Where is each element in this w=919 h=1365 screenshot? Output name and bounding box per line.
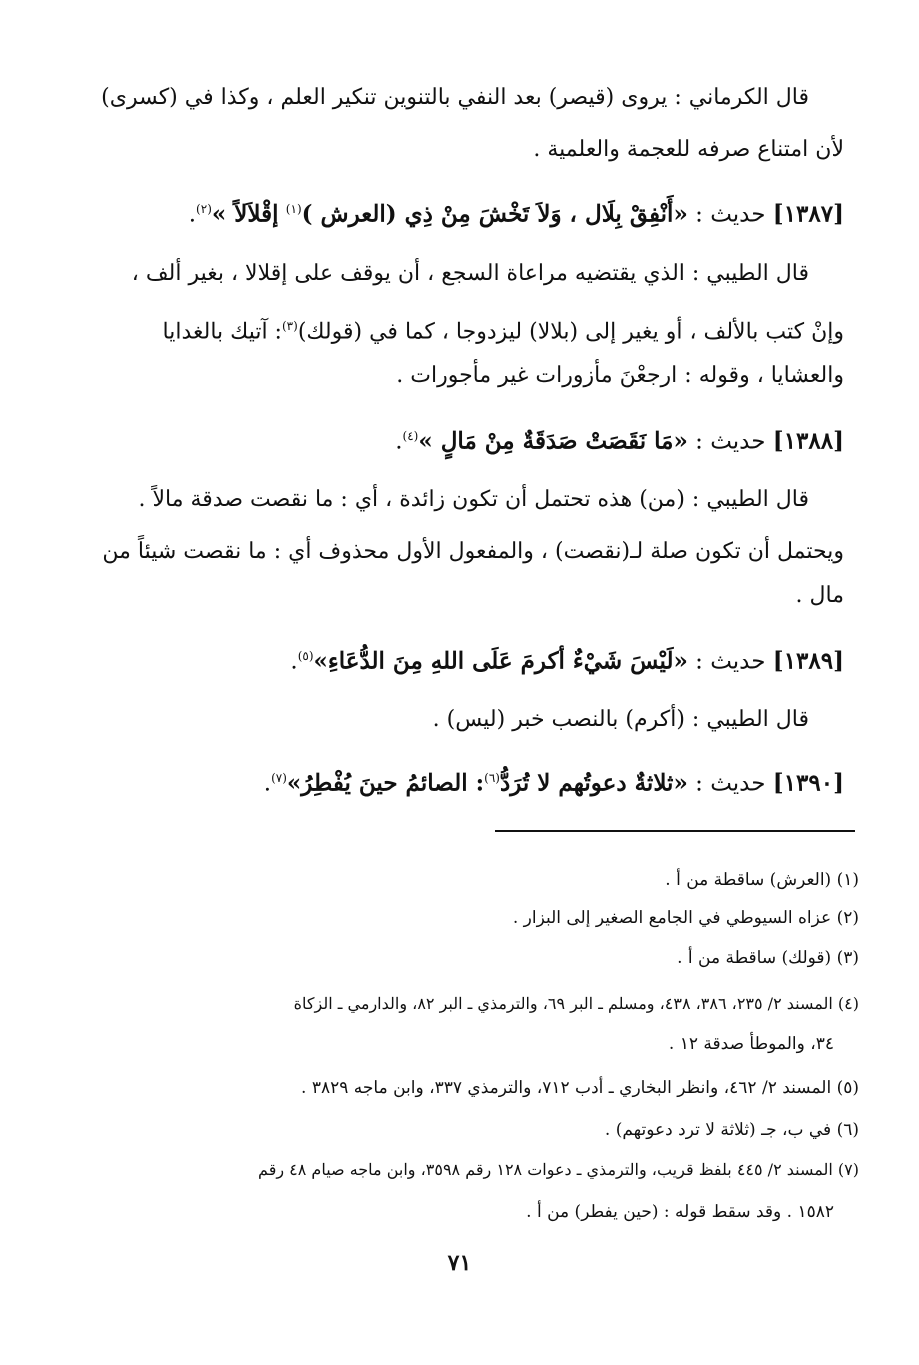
footnote-ref: (٧) bbox=[271, 771, 287, 785]
hadith-number: [١٣٩٠] bbox=[772, 769, 844, 797]
text-segment: وإنْ كتب بالألف ، أو يغير إلى (بلالا) ليزدوجا ، كما في (قولك) bbox=[297, 319, 844, 345]
hadith-label: حديث : bbox=[695, 648, 766, 675]
hadith-text: : الصائمُ حينَ يُفْطِرُ» bbox=[286, 769, 485, 797]
footnote-ref: (٥) bbox=[297, 649, 314, 663]
footnote-1: (١) (العرش) ساقطة من أ . bbox=[665, 870, 859, 890]
hadith-text: إقْلاَلاً » bbox=[211, 200, 279, 228]
footnote-ref: (٢) bbox=[196, 202, 212, 216]
page-number: ٧١ bbox=[447, 1250, 472, 1276]
footnote-6: (٦) في ب، جـ (ثلاثة لا ترد دعوتهم) . bbox=[604, 1120, 859, 1140]
footnote-5: (٥) المسند ٢/ ٤٦٢، وانظر البخاري ـ أدب ٧١٢، والترمذي ٣٣٧، وابن ماجه ٣٨٢٩ . bbox=[301, 1078, 859, 1098]
footnote-7-line-2: ١٥٨٢ . وقد سقط قوله : (حين يفطر) من أ . bbox=[526, 1202, 834, 1222]
hadith-label: حديث : bbox=[695, 770, 766, 797]
text-segment: : آتيك بالغدايا bbox=[162, 319, 282, 345]
footnote-7-line-1: (٧) المسند ٢/ ٤٤٥ بلفظ قريب، والترمذي ـ دعوات ١٢٨ رقم ٣٥٩٨، وابن ماجه صيام ٤٨ رقم bbox=[258, 1160, 859, 1179]
punctuation: . bbox=[395, 428, 403, 455]
punctuation: . bbox=[188, 201, 197, 228]
commentary-tibi-line-1: قال الطيبي : الذي يقتضيه مراعاة السجع ، أن يوقف على إقلالا ، بغير ألف ، bbox=[131, 261, 809, 286]
hadith-label: حديث : bbox=[695, 201, 766, 228]
hadith-text: «لَيْسَ شَيْءٌ أكرمَ عَلَى اللهِ مِنَ الدُّعَاءِ» bbox=[313, 647, 688, 675]
footnote-ref: (٦) bbox=[484, 771, 500, 785]
commentary-tibi-min-line-2: ويحتمل أن تكون صلة لـ(نقصت) ، والمفعول الأول محذوف أي : ما نقصت شيئاً من bbox=[102, 539, 844, 564]
hadith-1388 bbox=[395, 420, 844, 458]
hadith-label: حديث : bbox=[695, 428, 766, 455]
hadith-1389 bbox=[290, 640, 844, 678]
hadith-number: [١٣٨٨] bbox=[772, 427, 844, 455]
punctuation: . bbox=[290, 648, 298, 675]
commentary-tibi-line-3: والعشايا ، وقوله : ارجعْنَ مأزورات غير مأجورات . bbox=[396, 363, 844, 388]
commentary-tibi-min-line-3: مال . bbox=[795, 583, 844, 608]
punctuation: . bbox=[263, 770, 272, 797]
footnote-3: (٣) (قولك) ساقطة من أ . bbox=[677, 948, 859, 968]
hadith-text: «أَنْفِقْ بِلَال ، وَلاَ تَخْشَ مِنْ ذِي (العرش ) bbox=[301, 200, 688, 228]
commentary-tibi-akram: قال الطيبي : (أكرم) بالنصب خبر (ليس) . bbox=[432, 707, 809, 732]
footnote-2: (٢) عزاه السيوطي في الجامع الصغير إلى البزار . bbox=[512, 908, 859, 928]
commentary-tibi-min-line-1: قال الطيبي : (من) هذه تحتمل أن تكون زائدة ، أي : ما نقصت صدقة مالاً . bbox=[138, 487, 809, 512]
hadith-1387 bbox=[189, 193, 844, 231]
commentary-kirmani-line-2: لأن امتناع صرفه للعجمة والعلمية . bbox=[533, 137, 844, 162]
hadith-text: «ثلاثةٌ دعوتُهم لا تُرَدُّ bbox=[499, 769, 688, 797]
hadith-text: «مَا نَقَصَتْ صَدَقَةٌ مِنْ مَالٍ » bbox=[418, 427, 688, 455]
commentary-tibi-line-2 bbox=[163, 310, 844, 348]
footnote-4-line-1: (٤) المسند ٢/ ٢٣٥، ٣٨٦، ٤٣٨، ومسلم ـ البر ٦٩، والترمذي ـ البر ٨٢، والدارمي ـ الزكاة bbox=[293, 994, 859, 1013]
footnote-4-line-2: ٣٤، والموطأ صدقة ١٢ . bbox=[668, 1034, 834, 1054]
footnote-ref: (٤) bbox=[402, 429, 419, 443]
footnote-separator bbox=[495, 830, 855, 832]
footnote-ref: (١) bbox=[285, 202, 302, 216]
hadith-number: [١٣٨٩] bbox=[772, 647, 844, 675]
hadith-number: [١٣٨٧] bbox=[772, 200, 844, 228]
footnote-ref: (٣) bbox=[281, 319, 298, 333]
commentary-kirmani-line-1: قال الكرماني : يروى (قيصر) بعد النفي بالتنوين تنكير العلم ، وكذا في (كسرى) bbox=[101, 85, 809, 110]
hadith-1390 bbox=[264, 762, 844, 800]
